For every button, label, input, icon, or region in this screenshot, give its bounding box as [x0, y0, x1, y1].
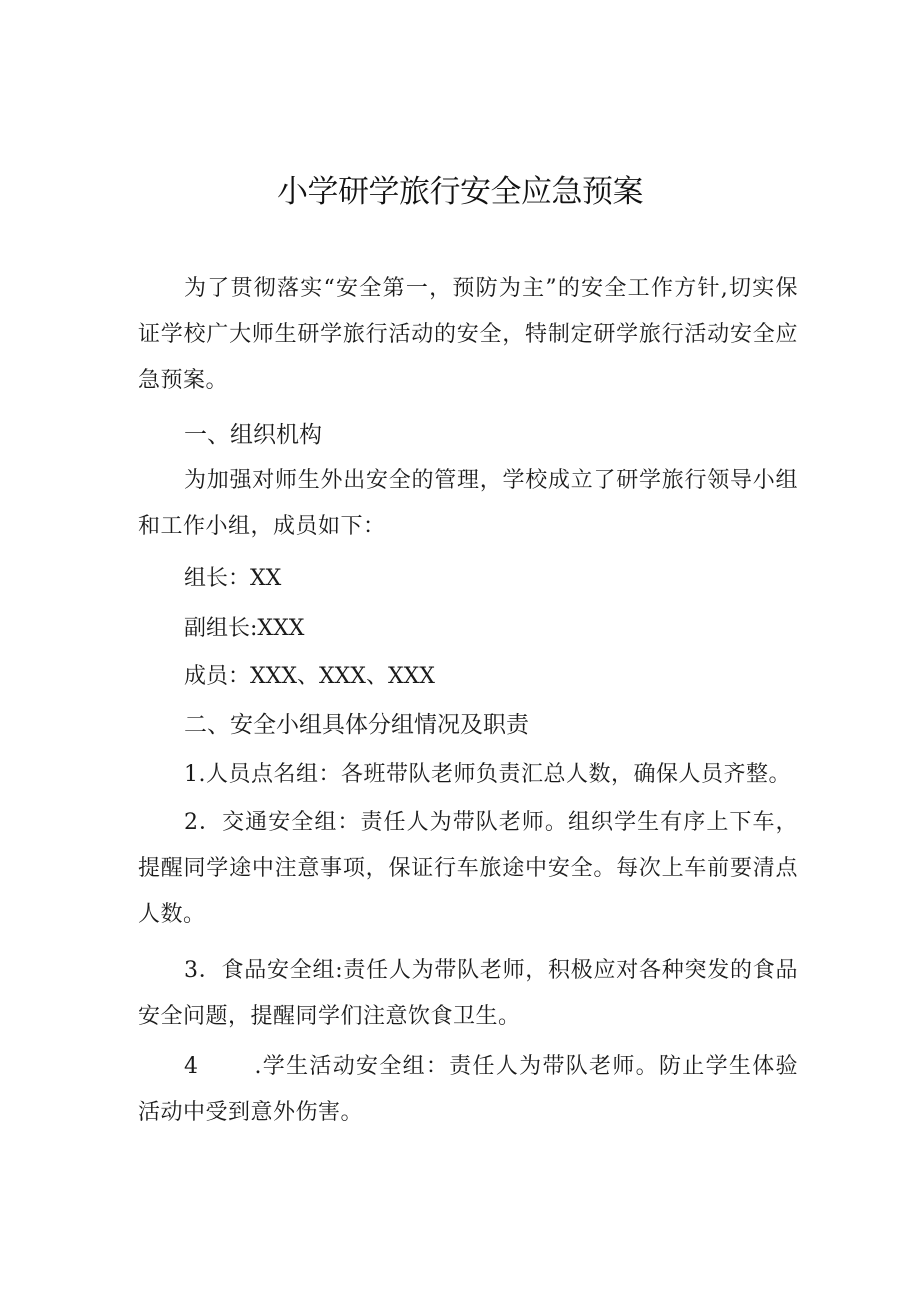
item1-paragraph: 1.人员点名组：各班带队老师负责汇总人数，确保人员齐整。	[184, 762, 791, 787]
section1-paragraph: 为加强对师生外出安全的管理，学校成立了研学旅行领导小组和工作小组，成员如下：	[138, 468, 798, 539]
item4-paragraph	[138, 1044, 798, 1136]
intro-paragraph: 为了贯彻落实“安全第一，预防为主”的安全工作方针,切实保证学校广大师生研学旅行活动的安全，特制定研学旅行活动安全应急预案。	[138, 276, 798, 393]
item4-text: .学生活动安全组：责任人为带队老师。防止学生体验活动中受到意外伤害。	[138, 1054, 798, 1125]
leader-line: 组长：XX	[184, 566, 282, 591]
section1-heading: 一、组织机构	[184, 422, 322, 448]
item3-paragraph: 3．食品安全组:责任人为带队老师，积极应对各种突发的食品安全问题，提醒同学们注意饮食卫生。	[138, 958, 798, 1029]
item4-number: 4	[184, 1054, 199, 1079]
vice-leader-line: 副组长:XXX	[184, 616, 305, 641]
members-line: 成员：XXX、XXX、XXX	[184, 664, 435, 689]
section2-heading: 二、安全小组具体分组情况及职责	[184, 712, 529, 738]
item2-paragraph: 2．交通安全组：责任人为带队老师。组织学生有序上下车，提醒同学途中注意事项，保证行车旅途中安全。每次上车前要清点人数。	[138, 810, 798, 927]
document-title: 小学研学旅行安全应急预案	[277, 174, 643, 210]
